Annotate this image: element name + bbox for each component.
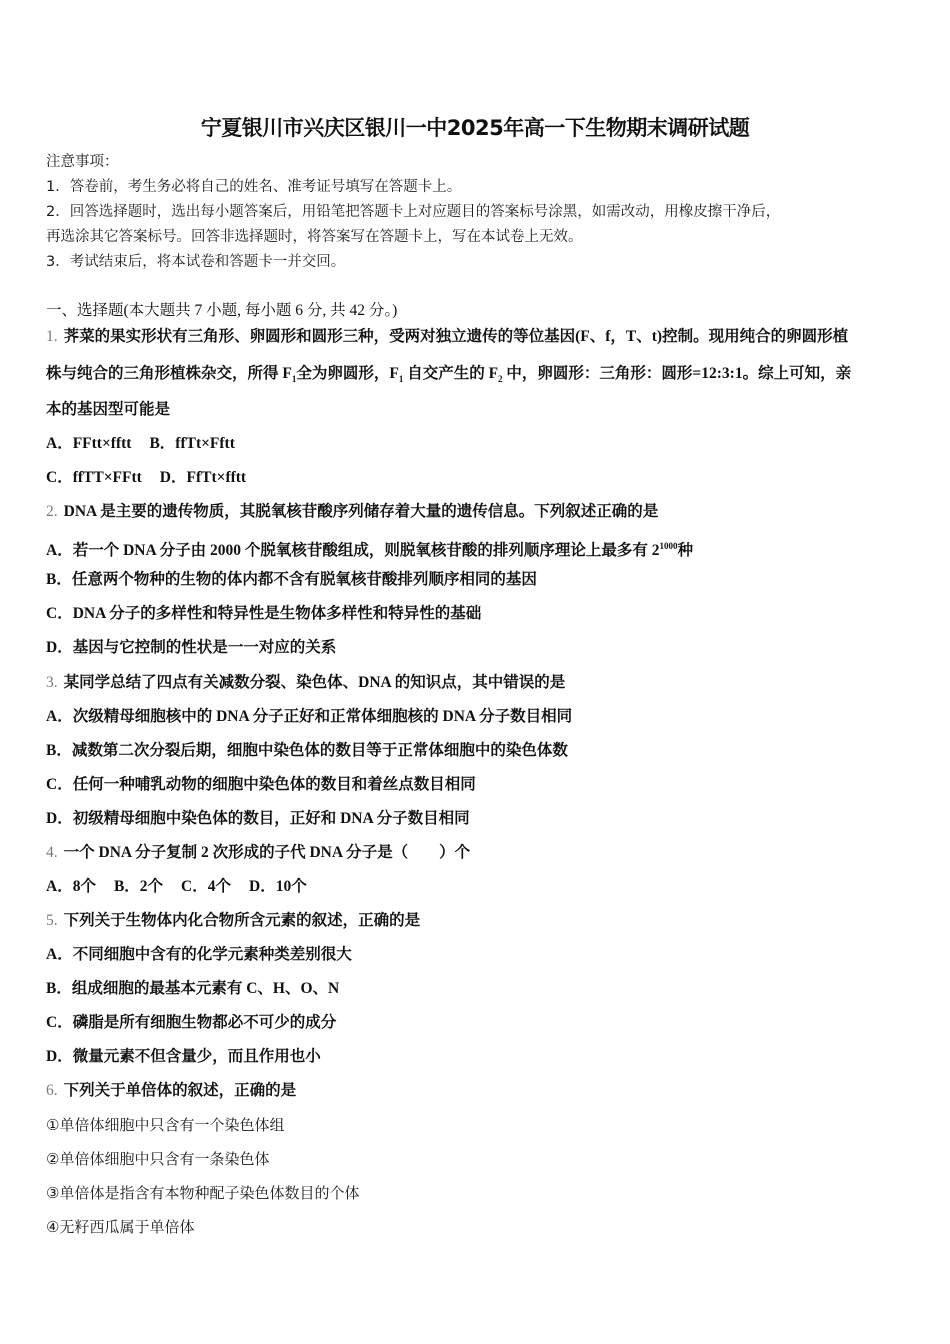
option-a: A．FFtt×fftt <box>46 435 132 452</box>
question-6-item-4: ④无籽西瓜属于单倍体 <box>46 1218 195 1236</box>
question-number: 5. <box>46 912 58 929</box>
question-number: 3. <box>46 674 58 691</box>
question-5-stem: 5. 下列关于生物体内化合物所含元素的叙述，正确的是 <box>46 912 421 929</box>
option-c: C．4个 <box>181 878 231 895</box>
question-1-options-row-2 <box>46 468 246 488</box>
question-2-option-a: A．若一个 DNA 分子由 2000 个脱氧核苷酸组成，则脱氧核苷酸的排列顺序理论上最多有 $2^{1000}$种 <box>46 541 694 560</box>
question-4-options <box>46 877 307 897</box>
notice-item-2-cont: 再选涂其它答案标号。回答非选择题时，将答案写在答题卡上，写在本试卷上无效。 <box>46 229 583 245</box>
option-d: D．10个 <box>249 878 307 895</box>
question-3-option-b: B．减数第二次分裂后期，细胞中染色体的数目等于正常体细胞中的染色体数 <box>46 742 568 759</box>
question-2-option-d: D．基因与它控制的性状是一一对应的关系 <box>46 639 337 656</box>
option-b: B．2个 <box>113 878 164 895</box>
question-5-option-a: A．不同细胞中含有的化学元素种类差别很大 <box>46 946 352 963</box>
question-number: 6. <box>46 1082 58 1099</box>
notice-heading: 注意事项： <box>46 154 119 170</box>
page-title: 宁夏银川市兴庆区银川一中2025年高一下生物期末调研试题 <box>200 116 750 140</box>
question-6-item-2: ②单倍体细胞中只含有一条染色体 <box>46 1150 270 1168</box>
question-1-line-2: 株与纯合的三角形植株杂交，所得 $F_1$全为卵圆形，$F_1$ 自交产生的 $F_2$ 中，卵圆形：三角形：圆形=12:3:1。综上可知，亲 <box>46 365 852 385</box>
question-1-options-row-1 <box>46 434 235 454</box>
section-heading: 一、选择题(本大题共 7 小题, 每小题 6 分, 共 42 分。) <box>46 302 398 319</box>
question-5-option-d: D．微量元素不但含量少，而且作用也小 <box>46 1048 321 1065</box>
question-number: 1. <box>46 328 58 345</box>
question-6-stem: 6. 下列关于单倍体的叙述，正确的是 <box>46 1082 297 1099</box>
question-3-option-c: C．任何一种哺乳动物的细胞中染色体的数目和着丝点数目相同 <box>46 776 476 793</box>
notice-item-3: 3．考试结束后，将本试卷和答题卡一并交回。 <box>46 254 346 270</box>
question-2-stem: 2. DNA 是主要的遗传物质，其脱氧核苷酸序列储存着大量的遗传信息。下列叙述正确的是 <box>46 503 659 520</box>
question-5-option-b: B．组成细胞的最基本元素有 C、H、O、N <box>46 980 340 997</box>
question-5-option-c: C．磷脂是所有细胞生物都必不可少的成分 <box>46 1014 337 1031</box>
question-number: 2. <box>46 503 58 520</box>
option-b: B．ffTt×Fftt <box>149 435 235 452</box>
option-d: D．FfTt×fftt <box>159 469 247 486</box>
question-2-option-b: B．任意两个物种的生物的体内都不含有脱氧核苷酸排列顺序相同的基因 <box>46 571 537 588</box>
question-4-stem: 4. 一个 DNA 分子复制 2 次形成的子代 DNA 分子是（ ）个 <box>46 844 471 861</box>
question-1-line-3: 本的基因型可能是 <box>46 401 171 418</box>
notice-item-2: 2．回答选择题时，选出每小题答案后，用铅笔把答题卡上对应题目的答案标号涂黑，如需改动，用橡皮擦干净后， <box>46 204 781 220</box>
question-number: 4. <box>46 844 58 861</box>
question-3-option-d: D．初级精母细胞中染色体的数目，正好和 DNA 分子数目相同 <box>46 810 470 827</box>
option-a: A．8个 <box>46 878 96 895</box>
option-c: C．ffTT×FFtt <box>46 469 142 486</box>
question-6-item-3: ③单倍体是指含有本物种配子染色体数目的个体 <box>46 1184 360 1202</box>
notice-item-1: 1．答卷前，考生务必将自己的姓名、准考证号填写在答题卡上。 <box>46 179 462 195</box>
question-3-option-a: A．次级精母细胞核中的 DNA 分子正好和正常体细胞核的 DNA 分子数目相同 <box>46 708 573 725</box>
question-1-stem <box>46 327 848 347</box>
question-2-option-c: C．DNA 分子的多样性和特异性是生物体多样性和特异性的基础 <box>46 605 482 622</box>
question-3-stem: 3. 某同学总结了四点有关减数分裂、染色体、DNA 的知识点，其中错误的是 <box>46 674 566 691</box>
question-6-item-1: ①单倍体细胞中只含有一个染色体组 <box>46 1116 285 1134</box>
question-1-line-1: 荠菜的果实形状有三角形、卵圆形和圆形三种，受两对独立遗传的等位基因(F、f，T、t)控制。现用纯合的卵圆形植 <box>63 328 849 345</box>
